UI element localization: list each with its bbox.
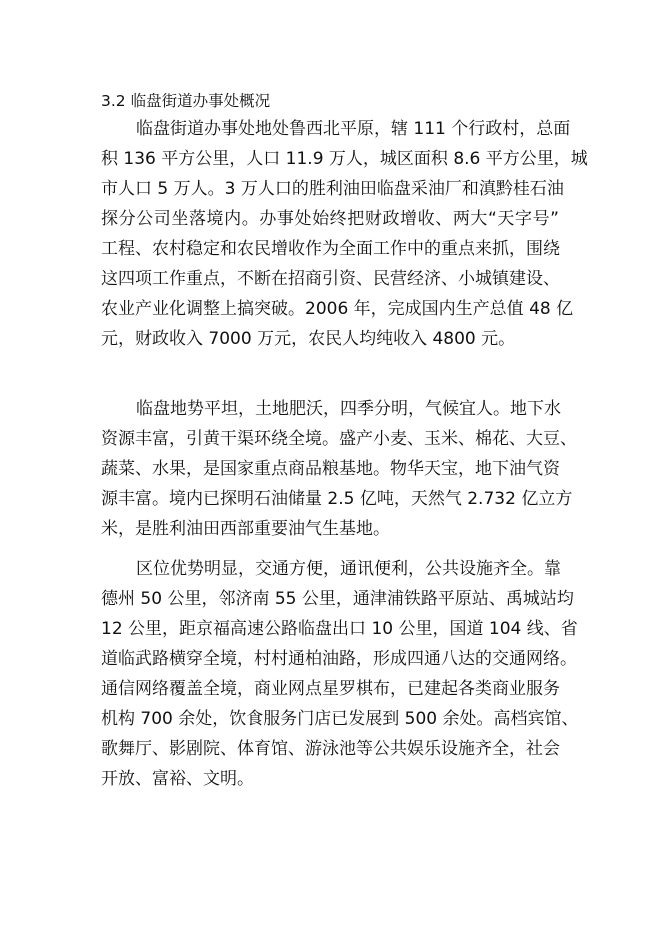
paragraph-line: 开放、富裕、文明。 [101, 769, 254, 789]
section-heading: 3.2 临盘街道办事处概况 [101, 92, 271, 110]
paragraph-line: 市人口 5 万人。3 万人口的胜利油田临盘采油厂和滇黔桂石油 [101, 179, 564, 199]
paragraph-line: 积 136 平方公里，人口 11.9 万人，城区面积 8.6 平方公里，城 [101, 149, 588, 169]
paragraph-line: 道临武路横穿全境，村村通柏油路，形成四通八达的交通网络。 [101, 649, 577, 669]
paragraph-line: 资源丰富，引黄干渠环绕全境。盛产小麦、玉米、棉花、大豆、 [101, 429, 577, 449]
paragraph-location [101, 554, 579, 794]
paragraph-overview [101, 114, 588, 354]
paragraph-line: 工程、农村稳定和农民增收作为全面工作中的重点来抓，围绕 [101, 239, 560, 259]
paragraph-line: 农业产业化调整上搞突破。2006 年，完成国内生产总值 48 亿 [101, 299, 574, 319]
paragraph-line: 区位优势明显，交通方便，通讯便利，公共设施齐全。靠 [136, 559, 561, 579]
paragraph-line: 米，是胜利油田西部重要油气生基地。 [101, 519, 390, 539]
paragraph-line: 歌舞厅、影剧院、体育馆、游泳池等公共娱乐设施齐全，社会 [101, 739, 560, 759]
paragraph-line: 源丰富。境内已探明石油储量 2.5 亿吨，天然气 2.732 亿立方 [101, 489, 573, 509]
paragraph-geography [101, 394, 577, 544]
paragraph-line: 元，财政收入 7000 万元，农民人均纯收入 4800 元。 [101, 329, 516, 349]
paragraph-line: 德州 50 公里，邻济南 55 公里，通津浦铁路平原站、禹城站均 [101, 589, 574, 609]
paragraph-line: 探分公司坐落境内。办事处始终把财政增收、两大“天字号” [101, 209, 559, 229]
paragraph-line: 这四项工作重点，不断在招商引资、民营经济、小城镇建设、 [101, 269, 560, 289]
paragraph-line: 蔬菜、水果，是国家重点商品粮基地。物华天宝，地下油气资 [101, 459, 560, 479]
paragraph-line: 12 公里，距京福高速公路临盘出口 10 公里，国道 104 线、省 [101, 619, 578, 639]
paragraph-line: 临盘街道办事处地处鲁西北平原，辖 111 个行政村，总面 [136, 119, 571, 139]
paragraph-line: 通信网络覆盖全境，商业网点星罗棋布，已建起各类商业服务 [101, 679, 560, 699]
paragraph-line: 机构 700 余处，饮食服务门店已发展到 500 余处。高档宾馆、 [101, 709, 579, 729]
paragraph-line: 临盘地势平坦，土地肥沃，四季分明，气候宜人。地下水 [136, 399, 561, 419]
